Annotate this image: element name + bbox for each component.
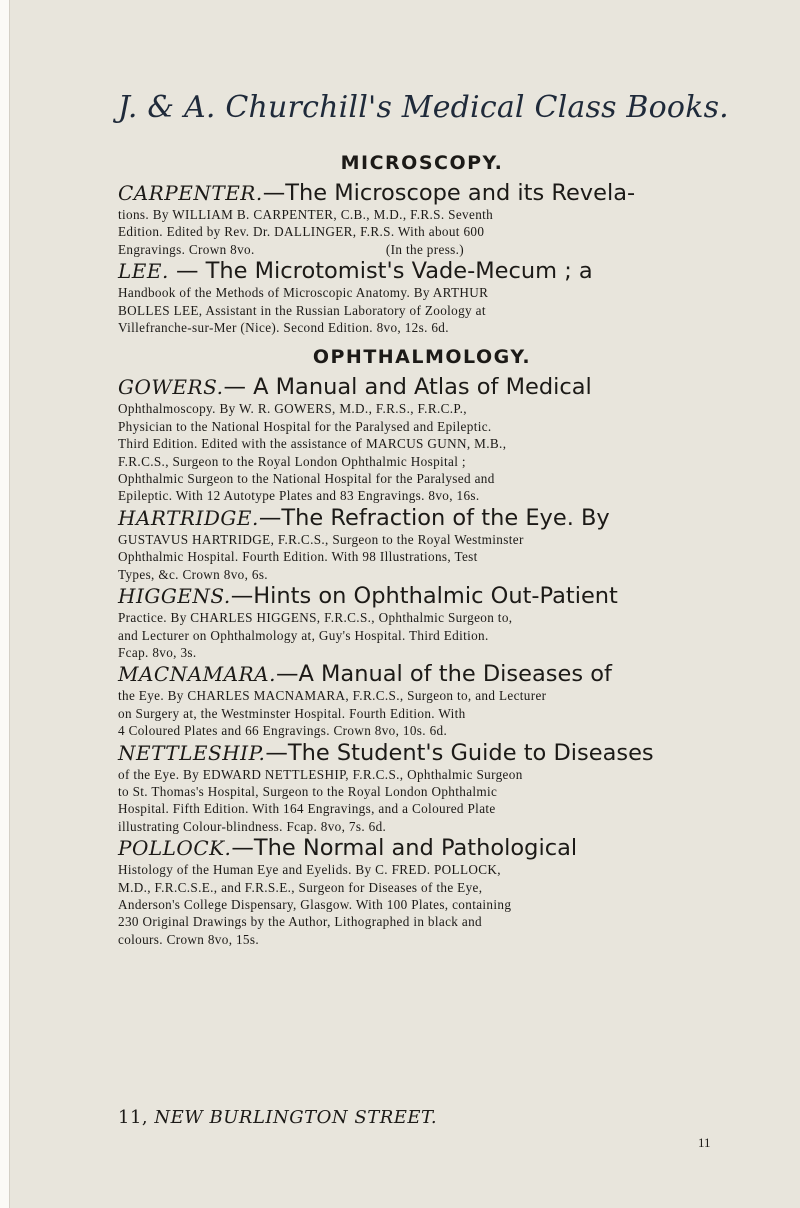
entry-macnamara xyxy=(118,661,726,739)
entry-line: 230 Original Drawings by the Author, Lithographed in black and xyxy=(118,914,482,930)
entry-body xyxy=(118,400,726,504)
entry-body xyxy=(118,861,726,948)
entry-body xyxy=(118,766,726,836)
entry-title: —The Student's Guide to Diseases xyxy=(265,739,654,766)
entry-body xyxy=(118,609,726,661)
entry-line: Anderson's College Dispensary, Glasgow. With 100 Plates, containing xyxy=(118,896,512,912)
entry-line: Edition. Edited by Rev. Dr. DALLINGER, F.R.S. With about 600 xyxy=(118,224,485,240)
entry-line: the Eye. By CHARLES MACNAMARA, F.R.C.S., Surgeon to, and Lecturer xyxy=(118,688,547,704)
entry-body xyxy=(118,206,726,258)
entry-carpenter xyxy=(118,180,726,258)
entry-head xyxy=(118,374,726,400)
entry-line: on Surgery at, the Westminster Hospital. Fourth Edition. With xyxy=(118,705,466,721)
section-heading-microscopy: MICROSCOPY. xyxy=(340,152,504,174)
entry-author: MACNAMARA. xyxy=(118,662,276,687)
entry-head xyxy=(118,258,726,284)
entry-head xyxy=(118,835,726,861)
entry-title: —The Normal and Pathological xyxy=(231,835,578,862)
entry-line: F.R.C.S., Surgeon to the Royal London Ophthalmic Hospital ; xyxy=(118,453,466,469)
entry-line: Types, &c. Crown 8vo, 6s. xyxy=(118,566,268,582)
entry-head xyxy=(118,180,726,206)
entry-author: NETTLESHIP. xyxy=(118,740,266,765)
entry-lee xyxy=(118,258,726,336)
address-number: 11, xyxy=(118,1107,149,1128)
page-number: 11 xyxy=(698,1135,711,1150)
entry-line: Physician to the National Hospital for the Paralysed and Epileptic. xyxy=(118,418,492,434)
entry-head xyxy=(118,740,726,766)
entry-author: LEE. xyxy=(118,259,169,284)
entry-line: Villefranche-sur-Mer (Nice). Second Edition. 8vo, 12s. 6d. xyxy=(118,320,449,336)
entry-title: —A Manual of the Diseases of xyxy=(275,661,612,688)
entry-pollock xyxy=(118,835,726,948)
entry-head xyxy=(118,661,726,687)
entry-higgens xyxy=(118,583,726,661)
entry-body xyxy=(118,284,726,336)
entry-line: 4 Coloured Plates and 66 Engravings. Crown 8vo, 10s. 6d. xyxy=(118,723,448,739)
entry-author: POLLOCK. xyxy=(118,836,232,861)
entry-head xyxy=(118,505,726,531)
entry-line: to St. Thomas's Hospital, Surgeon to the Royal London Ophthalmic xyxy=(118,783,498,799)
entry-line: Fcap. 8vo, 3s. xyxy=(118,644,197,660)
entry-line: tions. By WILLIAM B. CARPENTER, C.B., M.D., F.R.S. Seventh xyxy=(118,207,494,222)
entry-line: Practice. By CHARLES HIGGENS, F.R.C.S., Ophthalmic Surgeon to, xyxy=(118,610,513,626)
publisher-address xyxy=(118,1107,437,1128)
entry-head xyxy=(118,583,726,609)
entry-title: — The Microtomist's Vade-Mecum ; a xyxy=(168,258,593,285)
entry-gowers xyxy=(118,374,726,504)
entry-line: GUSTAVUS HARTRIDGE, F.R.C.S., Surgeon to the Royal Westminster xyxy=(118,531,524,547)
entry-line: Hospital. Fifth Edition. With 164 Engravings, and a Coloured Plate xyxy=(118,801,496,817)
entry-title: —The Refraction of the Eye. By xyxy=(258,504,610,531)
entry-line: illustrating Colour-blindness. Fcap. 8vo, 7s. 6d. xyxy=(118,818,387,834)
entry-line: Handbook of the Methods of Microscopic Anatomy. By ARTHUR xyxy=(118,285,489,301)
entry-title: — A Manual and Atlas of Medical xyxy=(223,374,592,401)
entry-line: BOLLES LEE, Assistant in the Russian Laboratory of Zoology at xyxy=(118,302,486,318)
entry-author: HIGGENS. xyxy=(118,584,231,609)
entry-nettleship xyxy=(118,740,726,836)
entry-line: Epileptic. With 12 Autotype Plates and 83 Engravings. 8vo, 16s. xyxy=(118,488,480,504)
entry-title: —The Microscope and its Revela- xyxy=(262,180,636,206)
entry-author: GOWERS. xyxy=(118,375,224,400)
page-edge xyxy=(0,0,10,1208)
entry-hartridge xyxy=(118,505,726,583)
entry-body xyxy=(118,687,726,739)
section-heading-ophthalmology: OPHTHALMOLOGY. xyxy=(312,346,532,369)
catalogue-content xyxy=(118,152,726,948)
running-head: J. & A. Churchill's Medical Class Books. xyxy=(118,90,729,125)
entry-line: and Lecturer on Ophthalmology at, Guy's Hospital. Third Edition. xyxy=(118,627,489,643)
entry-line: Ophthalmoscopy. By W. R. GOWERS, M.D., F.R.S., F.R.C.P., xyxy=(118,401,467,417)
entry-title: —Hints on Ophthalmic Out-Patient xyxy=(230,583,618,610)
entry-line: M.D., F.R.C.S.E., and F.R.S.E., Surgeon for Diseases of the Eye, xyxy=(118,879,483,895)
entry-line: Ophthalmic Hospital. Fourth Edition. With 98 Illustrations, Test xyxy=(118,549,478,565)
entry-line: of the Eye. By EDWARD NETTLESHIP, F.R.C.S., Ophthalmic Surgeon xyxy=(118,766,523,782)
entry-body xyxy=(118,531,726,583)
entry-line: Histology of the Human Eye and Eyelids. By C. FRED. POLLOCK, xyxy=(118,862,501,878)
address-street: NEW BURLINGTON STREET. xyxy=(154,1107,438,1128)
entry-line: colours. Crown 8vo, 15s. xyxy=(118,931,260,947)
entry-author: CARPENTER. xyxy=(118,181,263,205)
entry-line: Ophthalmic Surgeon to the National Hospital for the Paralysed and xyxy=(118,471,495,487)
entry-line: Third Edition. Edited with the assistance of MARCUS GUNN, M.B., xyxy=(118,436,507,452)
entry-line: Engravings. Crown 8vo. (In the press.) xyxy=(118,241,465,257)
entry-author: HARTRIDGE. xyxy=(118,505,259,530)
